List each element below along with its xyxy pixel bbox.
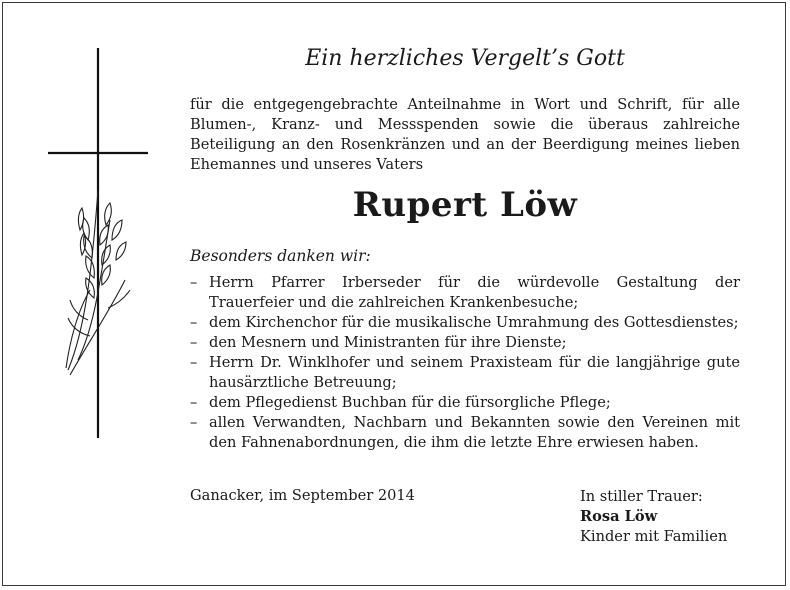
thanks-list <box>190 273 740 453</box>
list-item: – dem Kirchenchor für die musikalische Umrahmung des Gottesdienstes; <box>190 313 740 333</box>
list-item: – Herrn Pfarrer Irberseder für die würdevolle Gestaltung der Trauerfeier und die zahlreichen Krankenbesuche; <box>190 273 740 313</box>
intro-text: für die entgegengebrachte Anteilnahme in Wort und Schrift, für alle Blumen-, Kranz- und Messspenden sowie die überaus zahlreiche Beteiligung an den Rosenkränzen und an der Beerdigung meines lieben Ehemannes und unseres Vaters <box>190 96 740 173</box>
list-item: – allen Verwandten, Nachbarn und Bekannten sowie den Vereinen mit den Fahnenabordnungen, die ihm die letzte Ehre erwiesen haben. <box>190 413 740 453</box>
list-item: – Herrn Dr. Winklhofer und seinem Praxisteam für die langjährige gute hausärztliche Betreuung; <box>190 353 740 393</box>
signature-block <box>580 487 727 547</box>
signature-name: Rosa Löw <box>580 508 658 525</box>
thanks-heading: Besonders danken wir: <box>190 247 371 265</box>
place-date: Ganacker, im September 2014 <box>190 487 415 504</box>
signature-intro: In stiller Trauer: <box>580 488 703 505</box>
list-item: – den Mesnern und Ministranten für ihre Dienste; <box>190 333 740 353</box>
signature-family: Kinder mit Familien <box>580 528 728 545</box>
deceased-name: Rupert Löw <box>352 185 578 225</box>
cross-icon <box>40 40 160 440</box>
notice-heading: Ein herzliches Vergelt’s Gott <box>305 46 625 71</box>
list-item: – dem Pflegedienst Buchban für die fürsorgliche Pflege; <box>190 393 740 413</box>
